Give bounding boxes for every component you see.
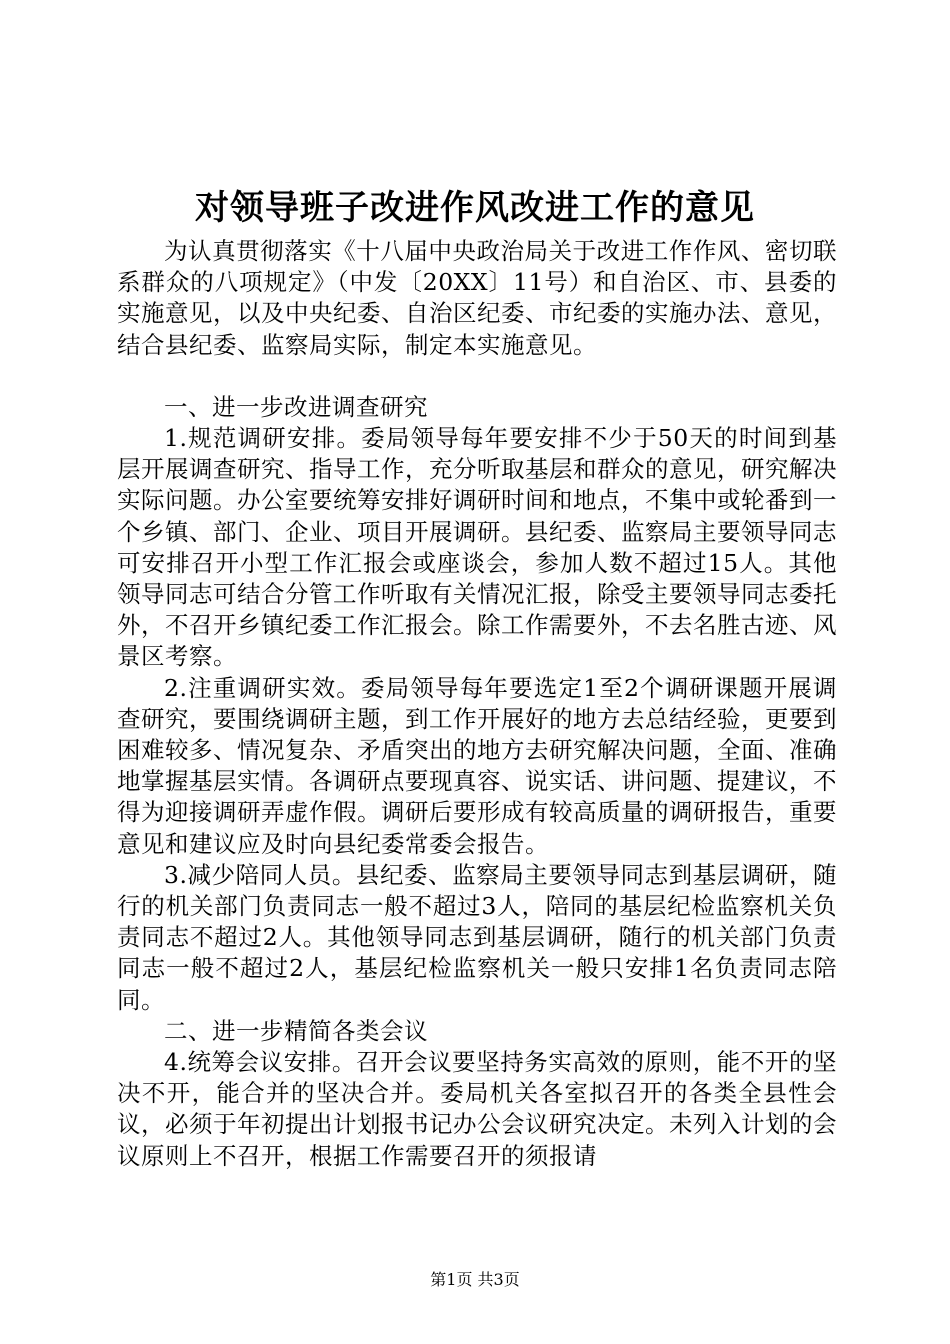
item-paragraph-1: 1.规范调研安排。委局领导每年要安排不少于50天的时间到基层开展调查研究、指导工作，充分听取基层和群众的意见，研究解决实际问题。办公室要统筹安排好调研时间和地点，不集中或轮番到一个乡镇、部门、企业、项目开展调研。县纪委、监察局主要领导同志可安排召开小型工作汇报会或座谈会，参加人数不超过15人。其他领导同志可结合分管工作听取有关情况汇报，除受主要领导同志委托外，不召开乡镇纪委工作汇报会。除工作需要外，不去名胜古迹、风景区考察。 <box>117 424 837 671</box>
document-title: 对领导班子改进作风改进工作的意见 <box>195 188 755 228</box>
page-footer: 第1页 共3页 <box>430 1270 520 1289</box>
section-heading-1: 一、进一步改进调查研究 <box>164 392 428 421</box>
item-paragraph-4: 4.统筹会议安排。召开会议要坚持务实高效的原则，能不开的坚决不开，能合并的坚决合并。委局机关各室拟召开的各类全县性会议，必须于年初提出计划报书记办公会议研究决定。未列入计划的会议原则上不召开，根据工作需要召开的须报请 <box>117 1048 837 1170</box>
item-paragraph-2: 2.注重调研实效。委局领导每年要选定1至2个调研课题开展调查研究，要围绕调研主题，到工作开展好的地方去总结经验，更要到困难较多、情况复杂、矛盾突出的地方去研究解决问题，全面、准确地掌握基层实情。各调研点要现真容、说实话、讲问题、提建议，不得为迎接调研弄虚作假。调研后要形成有较高质量的调研报告，重要意见和建议应及时向县纪委常委会报告。 <box>117 673 837 858</box>
intro-paragraph: 为认真贯彻落实《十八届中央政治局关于改进工作作风、密切联系群众的八项规定》（中发〔20XX〕11号）和自治区、市、县委的实施意见，以及中央纪委、自治区纪委、市纪委的实施办法、意见，结合县纪委、监察局实际，制定本实施意见。 <box>117 237 837 359</box>
document-body <box>117 236 837 1172</box>
section-heading-2: 二、进一步精简各类会议 <box>164 1016 428 1045</box>
item-paragraph-3: 3.减少陪同人员。县纪委、监察局主要领导同志到基层调研，随行的机关部门负责同志一般不超过3人，陪同的基层纪检监察机关负责同志不超过2人。其他领导同志到基层调研，随行的机关部门负责同志一般不超过2人，基层纪检监察机关一般只安排1名负责同志陪同。 <box>117 860 837 1014</box>
